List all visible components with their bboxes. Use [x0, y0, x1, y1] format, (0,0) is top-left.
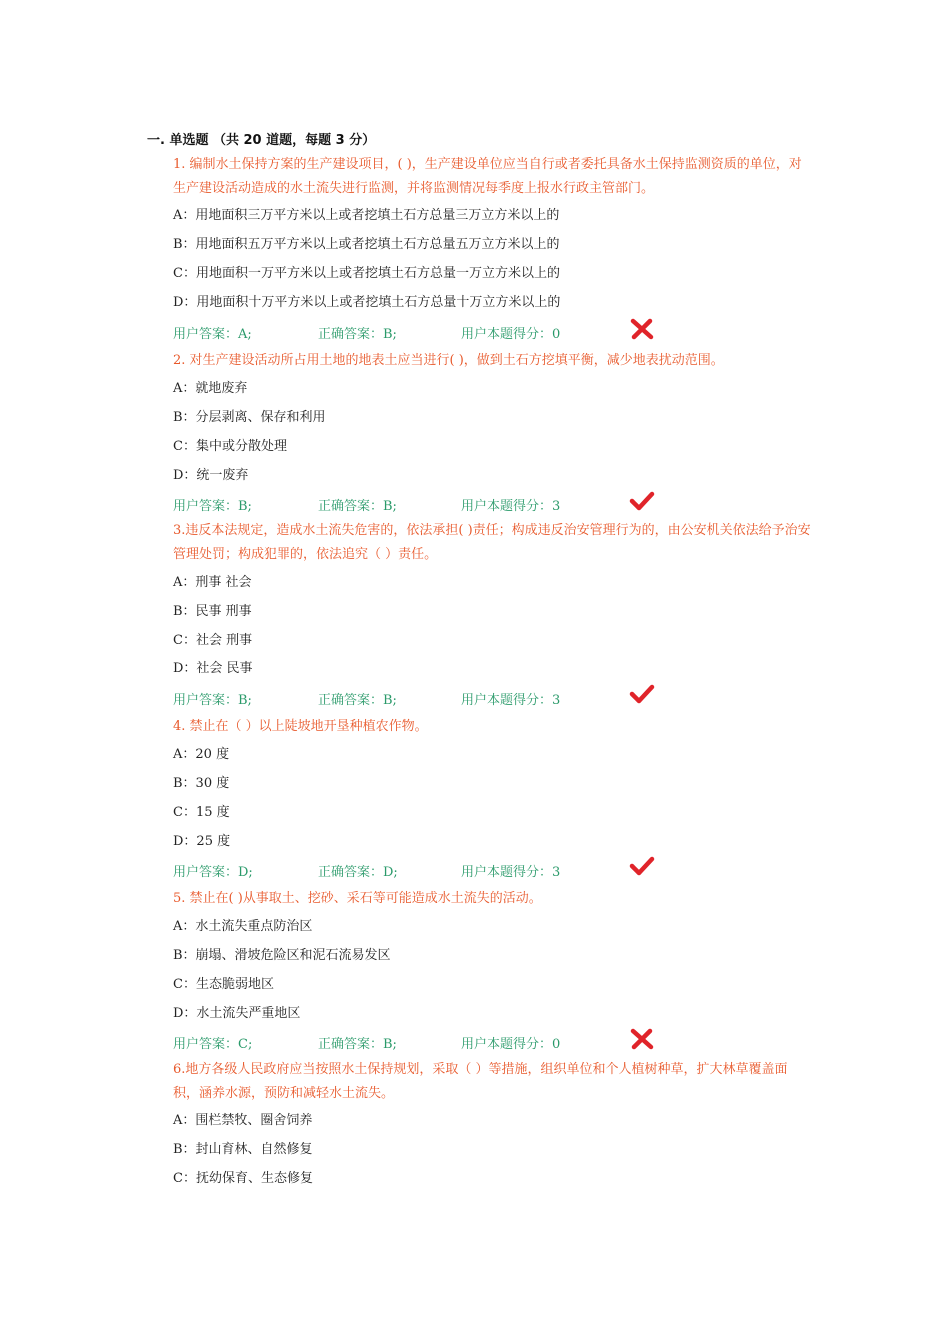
question-3-option-b: B：民事 刑事	[173, 604, 252, 619]
question-1-option-b: B：用地面积五万平方米以上或者挖填土石方总量五万立方米以上的	[173, 237, 560, 252]
question-5-text: 5. 禁止在( )从事取土、挖砂、采石等可能造成水土流失的活动。	[173, 891, 542, 906]
correct-answer: 正确答案：B;	[318, 499, 397, 514]
question-2-option-a: A：就地废弃	[173, 381, 248, 396]
user-answer: 用户答案：B;	[173, 693, 252, 708]
section-title: 一. 单选题 （共 20 道题，每题 3 分）	[147, 133, 376, 148]
question-6-option-a: A：围栏禁牧、圈舍饲养	[173, 1113, 313, 1128]
question-1-option-c: C：用地面积一万平方米以上或者挖填土石方总量一万立方米以上的	[173, 266, 560, 281]
question-score: 用户本题得分：3	[461, 693, 561, 708]
question-2-option-c: C：集中或分散处理	[173, 439, 287, 454]
question-1-option-a: A：用地面积三万平方米以上或者挖填土石方总量三万立方米以上的	[173, 208, 560, 223]
question-1-option-d: D：用地面积十万平方米以上或者挖填土石方总量十万立方米以上的	[173, 295, 561, 310]
check-icon	[629, 490, 655, 512]
correct-answer: 正确答案：D;	[318, 865, 398, 880]
correct-answer: 正确答案：B;	[318, 1037, 397, 1052]
check-icon	[629, 855, 655, 877]
question-score: 用户本题得分：3	[461, 865, 561, 880]
question-4-option-c: C：15 度	[173, 805, 230, 820]
question-2-text: 2. 对生产建设活动所占用土地的地表土应当进行( )，做到土石方挖填平衡，减少地表扰动范围。	[173, 353, 724, 368]
cross-icon	[629, 318, 655, 340]
user-answer: 用户答案：A;	[173, 327, 252, 342]
question-2-option-d: D：统一废弃	[173, 468, 249, 483]
question-3-option-d: D：社会 民事	[173, 661, 253, 676]
question-5-option-a: A：水土流失重点防治区	[173, 919, 313, 934]
question-6-option-b: B：封山育林、自然修复	[173, 1142, 313, 1157]
question-1-text: 1. 编制水土保持方案的生产建设项目，( )，生产建设单位应当自行或者委托具备水土保持监测资质的单位，对生产建设活动造成的水土流失进行监测，并将监测情况每季度上报水行政主管部门。	[173, 157, 802, 196]
correct-answer: 正确答案：B;	[318, 327, 397, 342]
question-score: 用户本题得分：0	[461, 1037, 561, 1052]
question-4-option-a: A：20 度	[173, 747, 230, 762]
question-3-option-a: A：刑事 社会	[173, 575, 252, 590]
question-5-option-b: B：崩塌、滑坡危险区和泥石流易发区	[173, 948, 391, 963]
question-score: 用户本题得分：3	[461, 499, 561, 514]
question-4-text: 4. 禁止在（ ）以上陡坡地开垦种植农作物。	[173, 719, 428, 734]
user-answer: 用户答案：D;	[173, 865, 253, 880]
user-answer: 用户答案：C;	[173, 1037, 253, 1052]
question-3-text: 3.违反本法规定，造成水土流失危害的，依法承担( )责任；构成违反治安管理行为的，由公安机关依法给予治安管理处罚；构成犯罪的，依法追究（ ）责任。	[173, 523, 811, 562]
question-4-option-d: D：25 度	[173, 834, 231, 849]
user-answer: 用户答案：B;	[173, 499, 252, 514]
question-score: 用户本题得分：0	[461, 327, 561, 342]
question-4-option-b: B：30 度	[173, 776, 230, 791]
question-6-option-c: C：抚幼保育、生态修复	[173, 1171, 313, 1186]
question-6-text: 6.地方各级人民政府应当按照水土保持规划，采取（ ）等措施，组织单位和个人植树种草，扩大林草覆盖面积，涵养水源，预防和减轻水土流失。	[173, 1062, 788, 1101]
cross-icon	[629, 1028, 655, 1050]
question-2-option-b: B：分层剥离、保存和利用	[173, 410, 326, 425]
check-icon	[629, 683, 655, 705]
correct-answer: 正确答案：B;	[318, 693, 397, 708]
question-5-option-d: D：水土流失严重地区	[173, 1006, 301, 1021]
question-5-option-c: C：生态脆弱地区	[173, 977, 274, 992]
question-3-option-c: C：社会 刑事	[173, 633, 253, 648]
